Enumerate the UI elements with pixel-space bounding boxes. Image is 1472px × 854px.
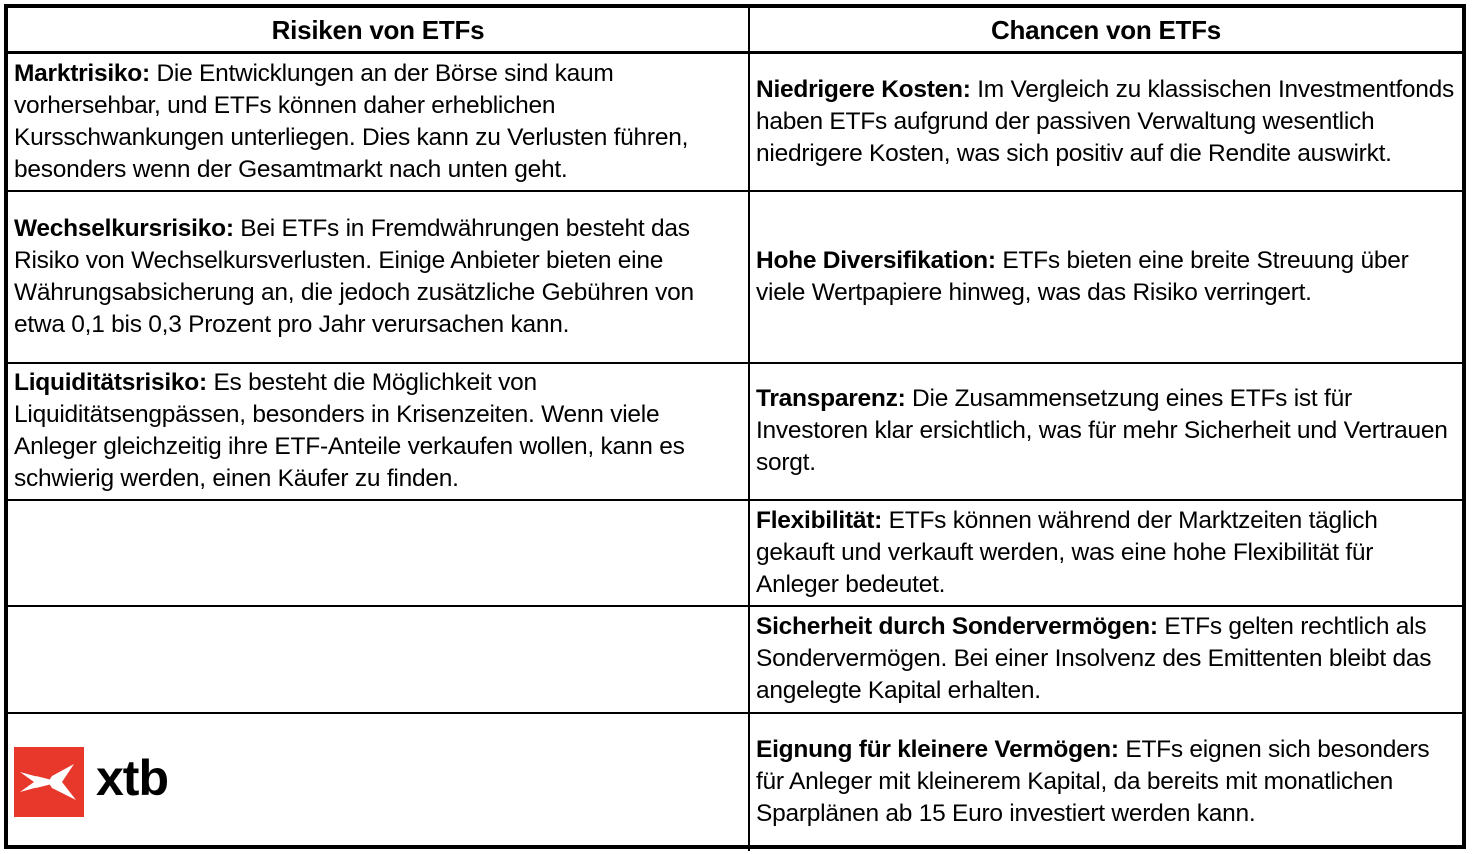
opportunity-text: Im Vergleich zu klassischen Investmentfonds haben ETFs aufgrund der passiven Verwaltung wesentlich niedrigere Kosten, was sich positiv auf die Rendite auswirkt. [756, 75, 1455, 167]
opportunity-title: Flexibilität: [756, 506, 883, 534]
opportunity-text: Die Zusammensetzung eines ETFs ist für Investoren klar ersichtlich, was für mehr Sicherheit und Vertrauen sorgt. [756, 385, 1448, 476]
table-row [8, 713, 1462, 851]
opportunity-text: ETFs bieten eine breite Streuung über viele Wertpapiere hinweg, was das Risiko verringert. [756, 246, 1409, 306]
empty-risk-cell [8, 500, 749, 606]
x-shape-icon [18, 762, 80, 802]
table-row [8, 500, 1462, 606]
opportunity-text: ETFs können während der Marktzeiten täglich gekauft und verkauft werden, was eine hohe Flexibilität für Anleger bedeutet. [756, 506, 1378, 598]
opportunity-title: Sicherheit durch Sondervermögen: [756, 613, 1158, 640]
header-risks: Risiken von ETFs [8, 8, 749, 53]
xtb-x-mark-icon [14, 747, 84, 817]
header-row [8, 8, 1462, 53]
opportunity-title: Transparenz: [756, 385, 906, 412]
risk-cell-liquidity [8, 363, 749, 500]
opportunity-cell-transparency [749, 363, 1462, 500]
risk-cell-market [8, 53, 749, 191]
risk-text: Bei ETFs in Fremdwährungen besteht das Risiko von Wechselkursverlusten. Einige Anbieter bieten eine Währungsabsicherung an, die jedoch zusätzliche Gebühren von etwa 0,1 bis 0,3 Prozent pro Jahr verursachen kann. [14, 214, 694, 338]
header-opportunities: Chancen von ETFs [749, 8, 1462, 53]
risk-title: Marktrisiko: [14, 59, 150, 87]
opportunity-title: Niedrigere Kosten: [756, 75, 971, 103]
table-row [8, 191, 1462, 363]
risk-cell-currency [8, 191, 749, 363]
table-row [8, 53, 1462, 191]
opportunity-cell-small-assets [749, 713, 1462, 851]
opportunity-cell-special-assets [749, 606, 1462, 713]
risks-opportunities-table [8, 8, 1462, 851]
opportunity-cell-flexibility [749, 500, 1462, 606]
opportunity-cell-costs [749, 53, 1462, 191]
risk-title: Liquiditätsrisiko: [14, 369, 207, 396]
xtb-wordmark: xtb [96, 750, 168, 806]
opportunity-title: Hohe Diversifikation: [756, 246, 996, 274]
logo-cell [8, 713, 749, 851]
empty-risk-cell [8, 606, 749, 713]
table-row [8, 606, 1462, 713]
risk-title: Wechselkursrisiko: [14, 214, 234, 242]
opportunity-cell-diversification [749, 191, 1462, 363]
risk-text: Die Entwicklungen an der Börse sind kaum vorhersehbar, und ETFs können daher erheblichen Kursschwankungen unterliegen. Dies kann zu Verlusten führen, besonders wenn der Gesamtmarkt nach unten geht. [14, 59, 689, 183]
xtb-logo [14, 747, 742, 817]
table-row [8, 363, 1462, 500]
risk-text: Es besteht die Möglichkeit von Liquiditätsengpässen, besonders in Krisenzeiten. Wenn viele Anleger gleichzeitig ihre ETF-Anteile verkaufen wollen, kann es schwierig werden, einen Käufer zu finden. [14, 369, 685, 492]
opportunity-text: ETFs gelten rechtlich als Sondervermögen. Bei einer Insolvenz des Emittenten bleibt das angelegte Kapital erhalten. [756, 613, 1432, 704]
opportunity-title: Eignung für kleinere Vermögen: [756, 736, 1119, 763]
opportunity-text: ETFs eignen sich besonders für Anleger mit kleinerem Kapital, da bereits mit monatlichen Sparplänen ab 15 Euro investiert werden kann. [756, 736, 1430, 827]
etf-comparison-sheet [4, 4, 1466, 849]
